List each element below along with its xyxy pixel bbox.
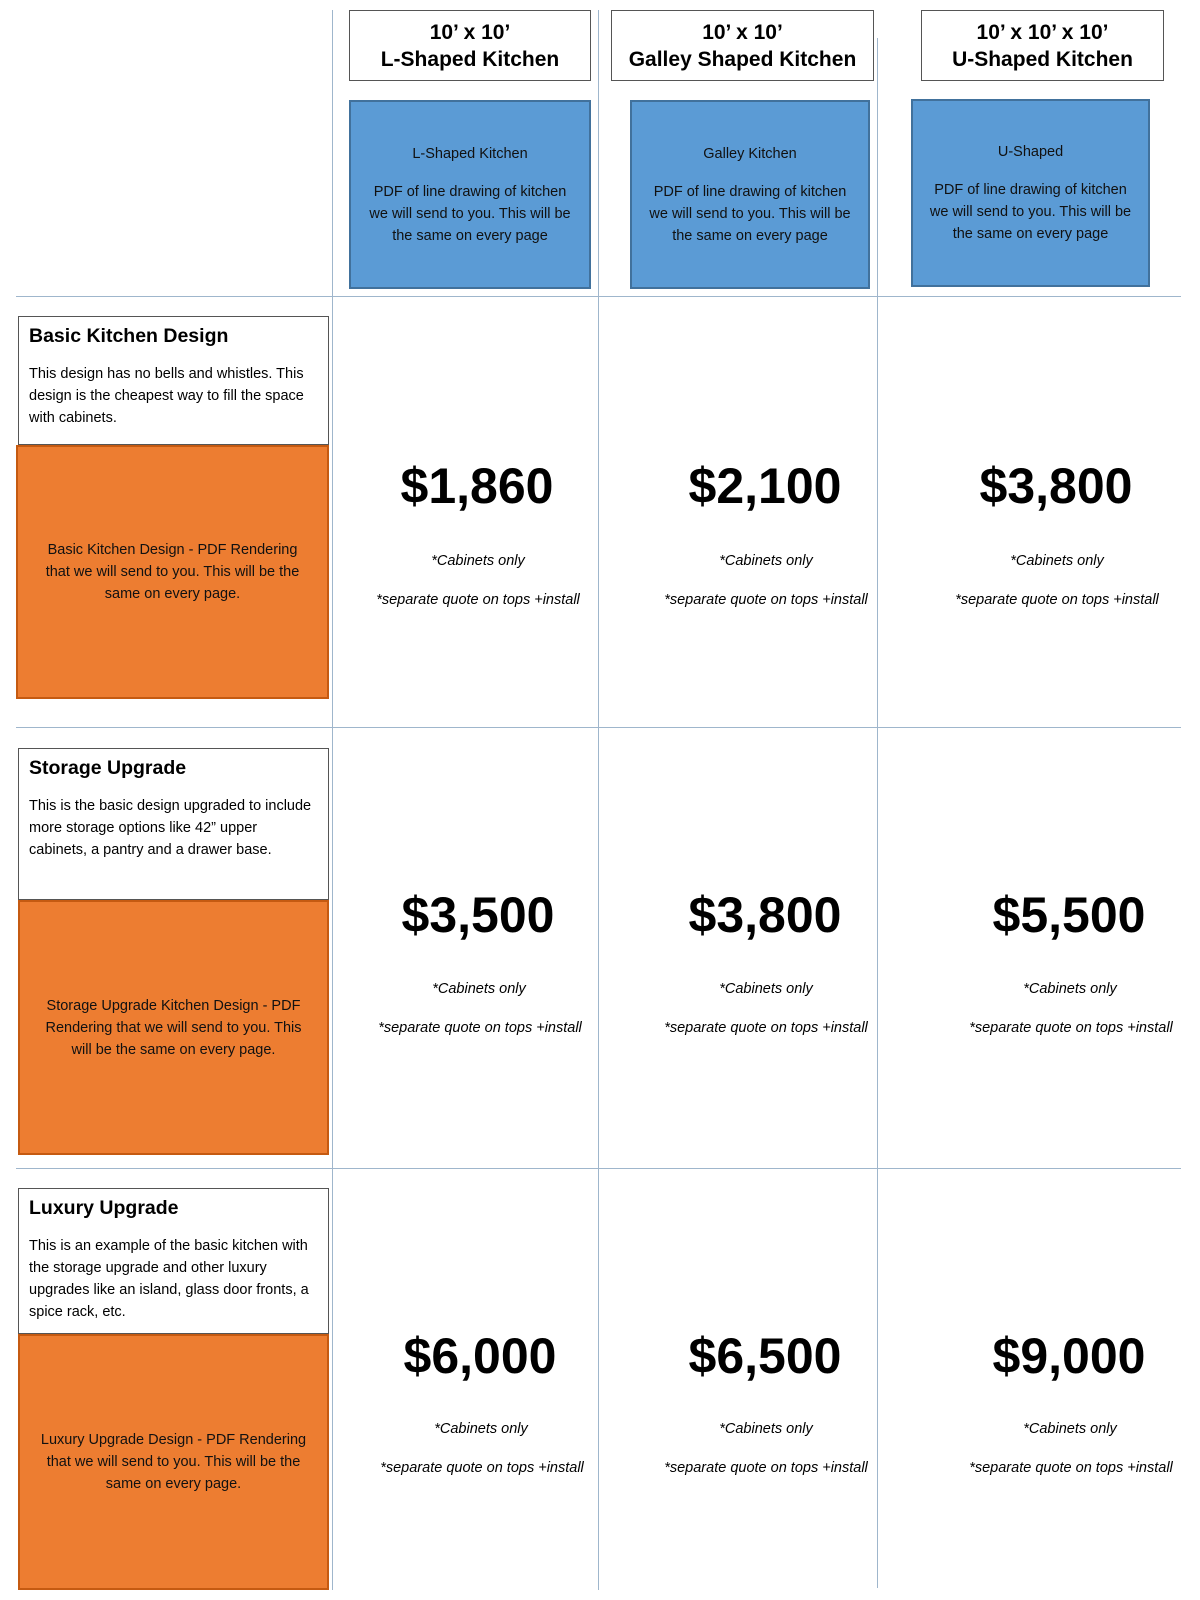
drawing-title: L-Shaped Kitchen (412, 145, 528, 162)
tier-luxury-rendering (18, 1334, 329, 1590)
rendering-placeholder-text: Luxury Upgrade Design - PDF Rendering that we will send to you. This will be the same on every page. (40, 1432, 307, 1492)
grid-hline-3 (16, 1168, 1181, 1169)
drawing-text-line: the same on every page (952, 226, 1109, 242)
drawing-placeholder-galley (630, 100, 870, 289)
column-name: Galley Shaped Kitchen (628, 47, 857, 71)
price-basic-galley: $2,100 (688, 458, 842, 514)
note-cabinets-only: *Cabinets only (431, 553, 525, 569)
note-separate-quote: *separate quote on tops +install (664, 1460, 868, 1476)
column-header-l-shaped (349, 10, 591, 81)
tier-storage-rendering (18, 900, 329, 1155)
drawing-text-line: PDF of line drawing of kitchen (653, 183, 847, 200)
note-cabinets-only: *Cabinets only (1023, 981, 1117, 997)
column-name: U-Shaped Kitchen (952, 47, 1133, 71)
drawing-text-line: the same on every page (672, 227, 828, 244)
price-luxury-galley: $6,500 (688, 1328, 842, 1384)
tier-title: Storage Upgrade (29, 757, 187, 779)
tier-luxury-card (18, 1188, 329, 1334)
price-storage-l-shaped: $3,500 (401, 887, 555, 943)
tier-basic-card (18, 316, 329, 445)
price-luxury-u-shaped: $9,000 (992, 1328, 1146, 1384)
tier-basic-rendering (16, 445, 329, 699)
drawing-text-line: we will send to you. This will be (369, 205, 571, 222)
price-storage-u-shaped: $5,500 (992, 887, 1146, 943)
grid-hline-1 (16, 296, 1181, 297)
note-cabinets-only: *Cabinets only (1010, 553, 1104, 569)
note-cabinets-only: *Cabinets only (434, 1421, 528, 1437)
drawing-text-line: PDF of line drawing of kitchen (934, 182, 1127, 198)
note-cabinets-only: *Cabinets only (1023, 1421, 1117, 1437)
drawing-placeholder-l-shaped (349, 100, 591, 289)
column-header-u-shaped (921, 10, 1164, 81)
drawing-placeholder-u-shaped (911, 99, 1150, 287)
tier-title: Luxury Upgrade (29, 1197, 179, 1219)
tier-title: Basic Kitchen Design (29, 325, 229, 347)
note-separate-quote: *separate quote on tops +install (969, 1460, 1173, 1476)
column-header-galley (611, 10, 874, 81)
note-separate-quote: *separate quote on tops +install (664, 592, 868, 608)
note-separate-quote: *separate quote on tops +install (969, 1020, 1173, 1036)
drawing-text-line: PDF of line drawing of kitchen (373, 183, 567, 200)
price-basic-u-shaped: $3,800 (979, 458, 1133, 514)
tier-storage-card (18, 748, 329, 900)
tier-description: This is an example of the basic kitchen with the storage upgrade and other luxury upgrades like an island, glass door fronts, a spice rack, etc. (29, 1238, 309, 1320)
note-separate-quote: *separate quote on tops +install (955, 592, 1159, 608)
tier-description: This is the basic design upgraded to include more storage options like 42” upper cabinets, a pantry and a drawer base. (29, 798, 312, 858)
drawing-title: U-Shaped (997, 144, 1064, 160)
drawing-title: Galley Kitchen (703, 145, 797, 162)
note-cabinets-only: *Cabinets only (719, 981, 813, 997)
note-separate-quote: *separate quote on tops +install (378, 1020, 582, 1036)
column-size: 10’ x 10’ (702, 20, 783, 44)
rendering-placeholder-text: Basic Kitchen Design - PDF Rendering that we will send to you. This will be the same on every page. (45, 542, 300, 602)
drawing-text-line: we will send to you. This will be (649, 205, 851, 222)
note-separate-quote: *separate quote on tops +install (664, 1020, 868, 1036)
grid-hline-2 (16, 727, 1181, 728)
column-size: 10’ x 10’ x 10’ (976, 20, 1109, 44)
drawing-text-line: the same on every page (392, 227, 548, 244)
column-size: 10’ x 10’ (429, 20, 511, 44)
note-cabinets-only: *Cabinets only (719, 553, 813, 569)
price-storage-galley: $3,800 (688, 887, 842, 943)
note-cabinets-only: *Cabinets only (719, 1421, 813, 1437)
drawing-text-line: we will send to you. This will be (929, 204, 1132, 220)
rendering-placeholder-text: Storage Upgrade Kitchen Design - PDF Rendering that we will send to you. This will be the same on every page. (45, 997, 302, 1058)
note-separate-quote: *separate quote on tops +install (376, 592, 580, 608)
price-basic-l-shaped: $1,860 (400, 458, 554, 514)
note-separate-quote: *separate quote on tops +install (380, 1460, 584, 1476)
tier-description: This design has no bells and whistles. This design is the cheapest way to fill the space with cabinets. (29, 366, 304, 426)
column-name: L-Shaped Kitchen (380, 47, 560, 71)
price-luxury-l-shaped: $6,000 (403, 1328, 557, 1384)
note-cabinets-only: *Cabinets only (432, 981, 526, 997)
